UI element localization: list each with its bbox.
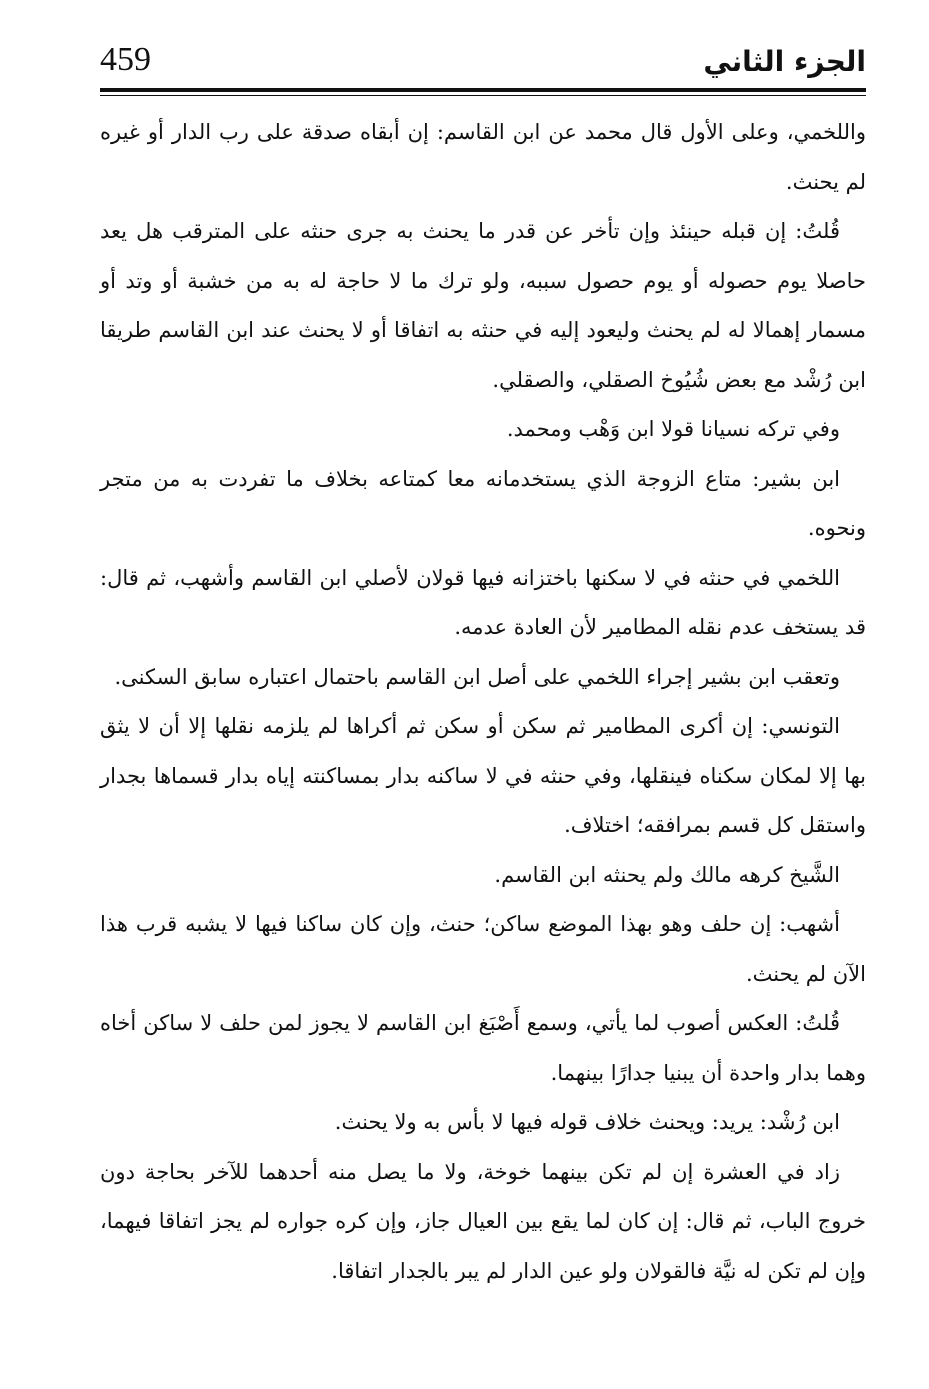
paragraph: واللخمي، وعلى الأول قال محمد عن ابن القاسم: إن أبقاه صدقة على رب الدار أو غيره لم يحنث. (100, 120, 866, 194)
body-text (100, 108, 866, 1296)
running-head: الجزء الثاني (703, 45, 866, 78)
paragraph: الشَّيخ كرهه مالك ولم يحنثه ابن القاسم. (494, 862, 840, 887)
paragraph: قُلتُ: إن قبله حينئذ وإن تأخر عن قدر ما يحنث به جرى حنثه على المترقب هل يعد حاصلا يوم حصوله أو يوم حصول سببه، ولو ترك ما لا حاجة له به من خشبة أو وتد أو مسمار إهمالا له لم يحنث وليعود إليه في حنثه به اتفاقا أو لا يحنث عند ابن القاسم طريقا ابن رُشْد مع بعض شُيُوخ الصقلي، والصقلي. (100, 219, 866, 392)
paragraph: التونسي: إن أكرى المطامير ثم سكن أو سكن ثم أكراها لم يلزمه نقلها إلا أن لا يثق بها إلا لمكان سكناه فينقلها، وفي حنثه في لا ساكنه بدار بمساكنته إياه بدار قسماها بجدار واستقل كل قسم بمرافقه؛ اختلاف. (100, 714, 866, 837)
paragraph: ابن رُشْد: يريد: ويحنث خلاف قوله فيها لا بأس به ولا يحنث. (334, 1110, 840, 1134)
paragraph: وتعقب ابن بشير إجراء اللخمي على أصل ابن القاسم باحتمال اعتباره سابق السكنى. (114, 664, 840, 689)
paragraph: اللخمي في حنثه في لا سكنها باختزانه فيها قولان لأصلي ابن القاسم وأشهب، ثم قال: قد يستخف عدم نقله المطامير لأن العادة عدمه. (100, 565, 866, 639)
paragraph: أشهب: إن حلف وهو بهذا الموضع ساكن؛ حنث، وإن كان ساكنا فيها لا يشبه قرب هذا الآن لم يحنث. (100, 912, 866, 986)
header-rule-thick (100, 88, 866, 92)
page-number: 459 (100, 41, 151, 78)
paragraph: زاد في العشرة إن لم تكن بينهما خوخة، ولا ما يصل منه أحدهما للآخر بحاجة دون خروج الباب، ثم قال: إن كان لما يقع بين العيال جاز، وإن كره جواره لم يجز اتفاقا فيهما، وإن لم تكن له نيَّة فالقولان ولو عين الدار لم يبر بالجدار اتفاقا. (100, 1159, 866, 1283)
page-header (100, 36, 866, 88)
paragraph: وفي تركه نسيانا قولا ابن وَهْب ومحمد. (506, 417, 840, 441)
header-rule-thin (100, 95, 866, 96)
paragraph: ابن بشير: متاع الزوجة الذي يستخدمانه معا كمتاعه بخلاف ما تفردت به من متجر ونحوه. (100, 466, 866, 540)
paragraph: قُلتُ: العكس أصوب لما يأتي، وسمع أَصْبَغ ابن القاسم لا يجوز لمن حلف لا ساكن أخاه وهما بدار واحدة أن يبنيا جدارًا بينهما. (100, 1011, 866, 1085)
